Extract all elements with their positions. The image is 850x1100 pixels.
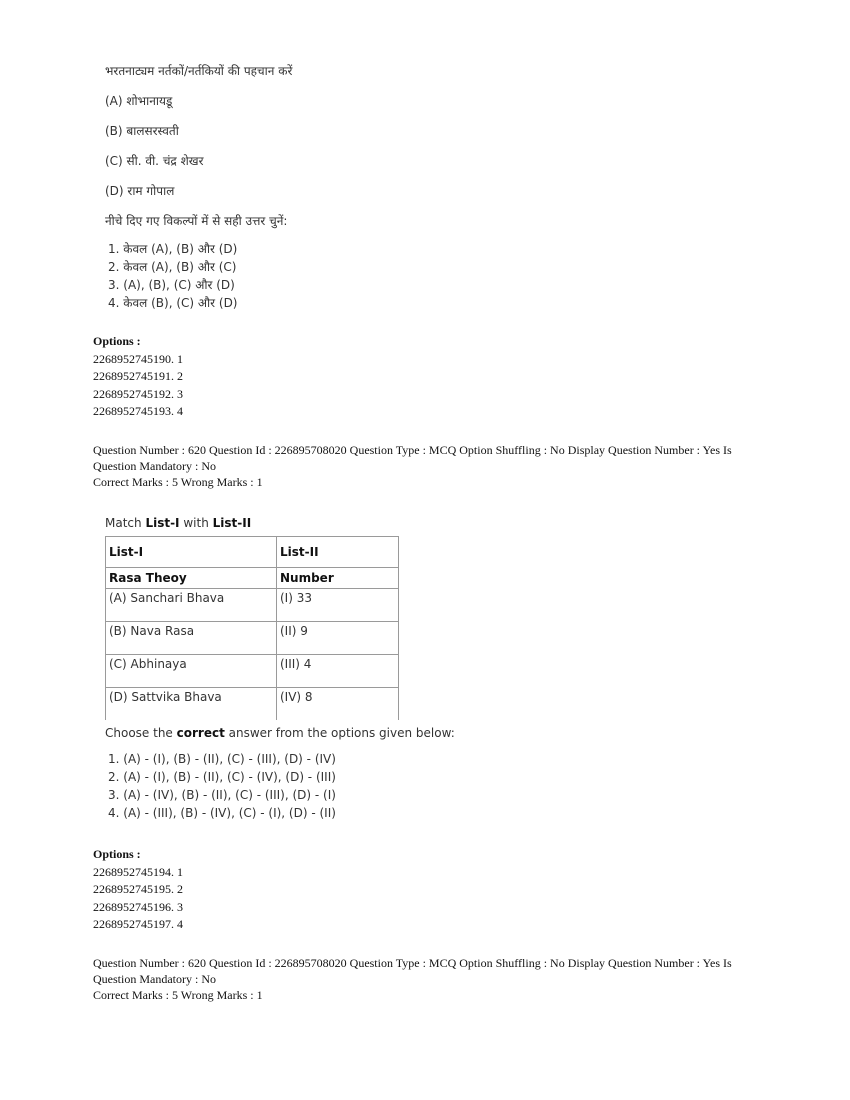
q1-option-2: 2268952745191. 2 <box>93 369 183 383</box>
table-cell: (II) 9 <box>277 622 399 655</box>
question-2-body <box>105 514 725 822</box>
q1-item-b: (B) बालसरस्वती <box>105 124 179 138</box>
q1-choice-2: 2. केवल (A), (B) और (C) <box>108 260 237 274</box>
table-row <box>106 589 399 622</box>
q1-option-3: 2268952745192. 3 <box>93 386 183 401</box>
q1-choice-4: 4. केवल (B), (C) और (D) <box>108 296 238 310</box>
q2-intro-mid: with <box>179 516 213 530</box>
q1-choices <box>105 240 705 312</box>
table-cell: (C) Abhinaya <box>106 655 277 688</box>
q1-option-4: 2268952745193. 4 <box>93 404 183 418</box>
table-row <box>106 655 399 688</box>
q2-intro-list2: List-II <box>212 516 252 530</box>
table-row <box>106 688 399 721</box>
q1-instruction: नीचे दिए गए विकल्पों में से सही उत्तर चुनें: <box>105 214 288 228</box>
q2-intro-list1: List-I <box>145 516 180 530</box>
question-1-body <box>105 62 705 312</box>
table-row <box>106 622 399 655</box>
q1-options <box>93 333 773 421</box>
match-table <box>105 536 399 720</box>
meta-b-line3: Correct Marks : 5 Wrong Marks : 1 <box>93 988 263 1002</box>
q2-choices <box>105 750 725 822</box>
q2-options <box>93 846 773 934</box>
table-header-list2: List-II <box>277 537 399 568</box>
q2-instruction <box>105 724 725 750</box>
table-header-rasa: Rasa Theoy <box>106 568 277 589</box>
q2-choice-2: 2. (A) - (I), (B) - (II), (C) - (IV), (D) - (III) <box>108 770 336 784</box>
q2-intro <box>105 514 725 536</box>
table-cell: (IV) 8 <box>277 688 399 721</box>
q1-options-label: Options : <box>93 334 141 348</box>
q1-item-d: (D) राम गोपाल <box>105 184 175 198</box>
question-meta-a <box>93 442 773 490</box>
q2-instr-prefix: Choose the <box>105 726 177 740</box>
q2-choice-1: 1. (A) - (I), (B) - (II), (C) - (III), (D) - (IV) <box>108 752 336 766</box>
q2-option-2: 2268952745195. 2 <box>93 882 183 896</box>
q2-option-1: 2268952745194. 1 <box>93 864 183 879</box>
q1-stem: भरतनाट्यम नर्तकों/नर्तकियों की पहचान करें <box>105 64 293 78</box>
meta-b-line2: Question Mandatory : No <box>93 972 216 986</box>
q2-option-4: 2268952745197. 4 <box>93 917 183 931</box>
match-table-header-1 <box>106 537 399 568</box>
table-cell: (D) Sattvika Bhava <box>106 688 277 721</box>
q1-choice-3: 3. (A), (B), (C) और (D) <box>108 278 235 292</box>
meta-a-line1: Question Number : 620 Question Id : 226895708020 Question Type : MCQ Option Shuffling : No Display Question Number : Yes Is <box>93 443 732 457</box>
q2-instr-bold: correct <box>176 726 225 740</box>
q2-choice-4: 4. (A) - (III), (B) - (IV), (C) - (I), (D) - (II) <box>108 806 336 820</box>
question-meta-b <box>93 955 773 1003</box>
table-cell: (B) Nava Rasa <box>106 622 277 655</box>
meta-a-line2: Question Mandatory : No <box>93 459 216 473</box>
q1-item-a: (A) शोभानायडू <box>105 94 173 108</box>
q2-options-label: Options : <box>93 847 141 861</box>
q1-option-1: 2268952745190. 1 <box>93 351 183 366</box>
meta-a-line3: Correct Marks : 5 Wrong Marks : 1 <box>93 475 263 489</box>
q2-choice-3: 3. (A) - (IV), (B) - (II), (C) - (III), (D) - (I) <box>108 788 336 802</box>
q2-option-3: 2268952745196. 3 <box>93 899 183 914</box>
match-table-header-2 <box>106 568 399 589</box>
q2-instr-suffix: answer from the options given below: <box>224 726 455 740</box>
table-header-number: Number <box>277 568 399 589</box>
meta-b-line1: Question Number : 620 Question Id : 226895708020 Question Type : MCQ Option Shuffling : No Display Question Number : Yes Is <box>93 956 732 970</box>
table-header-list1: List-I <box>106 537 277 568</box>
q1-choice-1: 1. केवल (A), (B) और (D) <box>108 242 238 256</box>
q1-item-c: (C) सी. वी. चंद्र शेखर <box>105 154 204 168</box>
q2-intro-prefix: Match <box>105 516 146 530</box>
table-cell: (I) 33 <box>277 589 399 622</box>
table-cell: (III) 4 <box>277 655 399 688</box>
table-cell: (A) Sanchari Bhava <box>106 589 277 622</box>
